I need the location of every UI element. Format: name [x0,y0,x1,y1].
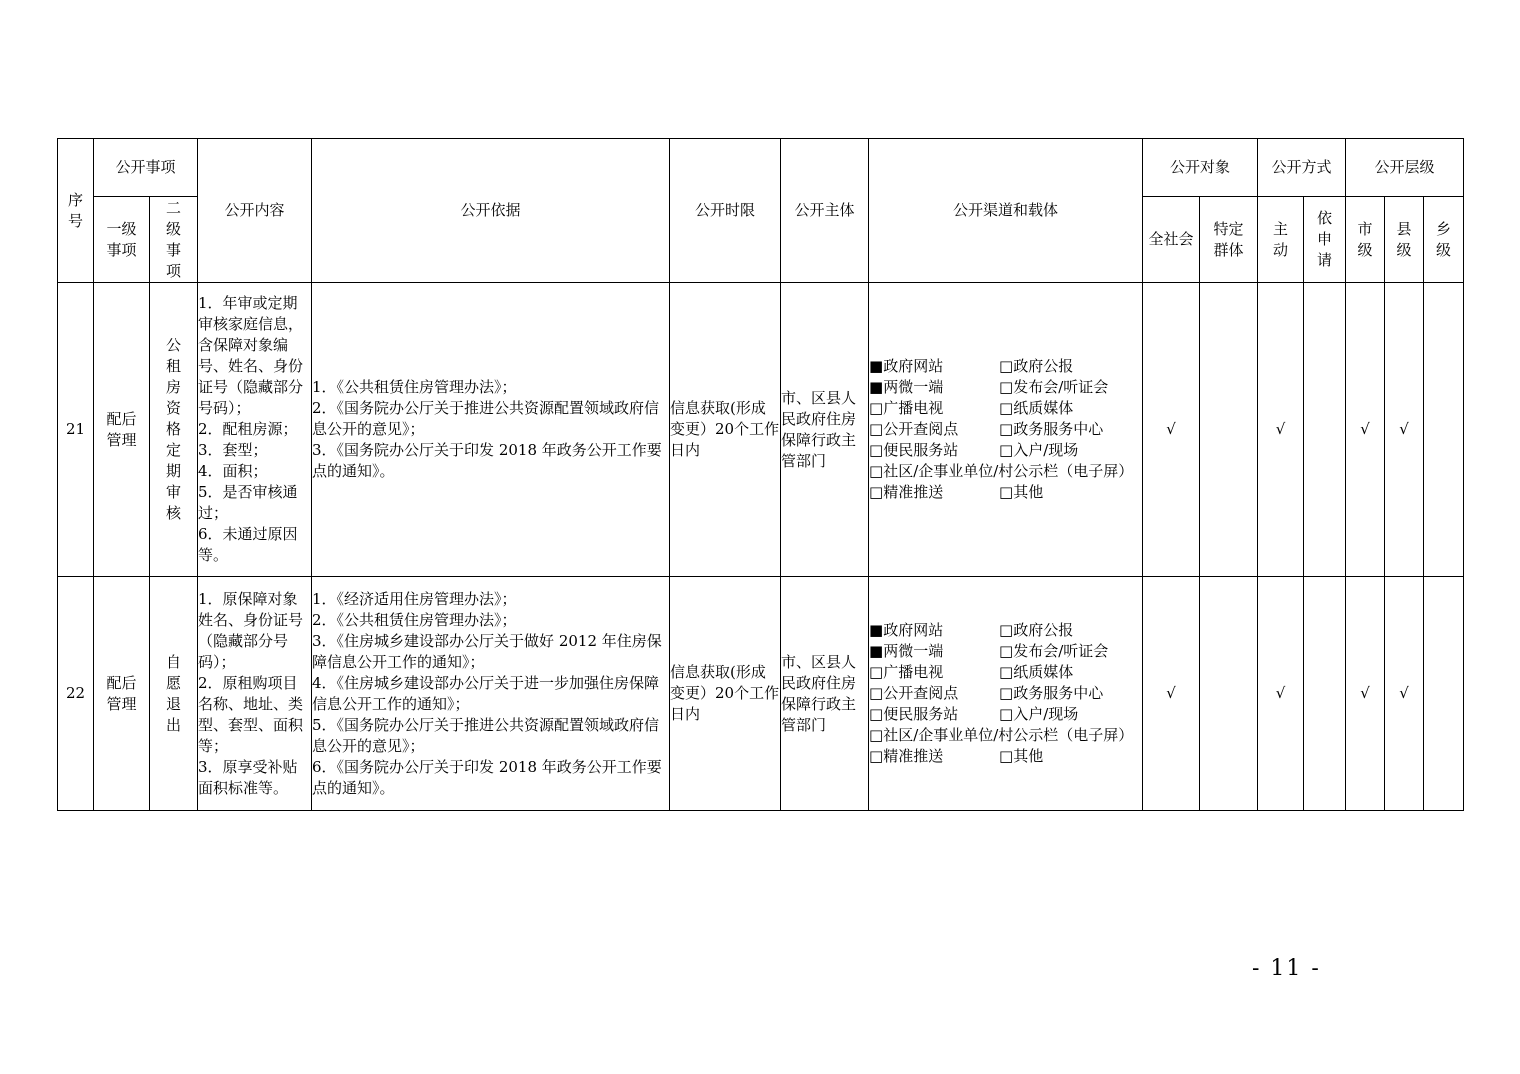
header-level1: 一级事项 [94,197,150,283]
content-line: 5．是否审核通过； [198,483,298,522]
channel-press-hearing: □发布会/听证会 [999,378,1109,396]
basis-line: 3．《国务院办公厅关于印发 2018 年政务公开工作要点的通知》。 [312,441,662,480]
header-seq: 序号 [58,139,94,283]
basis-line: 5．《国务院办公厅关于推进公共资源配置领域政府信息公开的意见》； [312,715,660,755]
channel-other: □其他 [999,483,1044,501]
check-method-request [1304,283,1346,577]
header-level-group: 公开层级 [1346,139,1464,197]
header-method-group: 公开方式 [1258,139,1346,197]
header-level2: 二级事项 [150,197,198,283]
row-deadline: 信息获取(形成变更）20个工作日内 [670,283,781,577]
header-level-county: 县级 [1385,197,1424,283]
content-line: 1．年审或定期审核家庭信息，含保障对象编号、姓名、身份证号（隐藏部分号码）； [198,294,304,417]
disclosure-table [57,138,1464,811]
basis-line: 3．《住房城乡建设部办公厅关于做好 2012 年住房保障信息公开工作的通知》； [312,631,662,671]
table-row [58,283,1464,577]
channel-gov-website: ■政府网站 [869,357,944,375]
row-content [198,283,312,577]
channel-gov-gazette: □政府公报 [999,621,1074,639]
channel-public-reading-point: □公开查阅点 [869,420,959,438]
header-target-specific: 特定群体 [1200,197,1258,283]
header-subject: 公开主体 [781,139,869,283]
channel-wechat-weibo-app: ■两微一端 [869,642,944,660]
header-method-active: 主动 [1258,197,1304,283]
channel-print-media: □纸质媒体 [999,399,1074,417]
basis-line: 1．《公共租赁住房管理办法》； [312,378,517,396]
content-line: 4．面积； [198,462,268,480]
table-row [58,577,1464,811]
channel-service-center: □政务服务中心 [999,420,1104,438]
channel-bulletin-board: □社区/企事业单位/村公示栏（电子屏） [869,462,1134,480]
channel-door-to-door: □入户/现场 [999,441,1079,459]
row-basis [312,577,670,811]
check-method-active: √ [1258,577,1304,811]
row-channels [869,577,1143,811]
channel-door-to-door: □入户/现场 [999,705,1079,723]
row-level1: 配后管理 [94,283,150,577]
channel-service-center: □政务服务中心 [999,684,1104,702]
row-channels [869,283,1143,577]
channel-bulletin-board: □社区/企事业单位/村公示栏（电子屏） [869,726,1134,744]
check-target-specific [1200,577,1258,811]
row-level1: 配后管理 [94,577,150,811]
header-channels: 公开渠道和载体 [869,139,1143,283]
channel-precise-push: □精准推送 [869,747,944,765]
row-level2: 公租房资格定期审核 [150,283,198,577]
check-target-specific [1200,283,1258,577]
basis-line: 1．《经济适用住房管理办法》； [312,589,517,608]
check-level-city: √ [1346,283,1385,577]
check-level-town [1424,283,1464,577]
header-basis: 公开依据 [312,139,670,283]
content-line: 6．未通过原因等。 [198,525,298,564]
basis-line: 6．《国务院办公厅关于印发 2018 年政务公开工作要点的通知》。 [312,757,662,797]
channel-press-hearing: □发布会/听证会 [999,642,1109,660]
header-level-town: 乡级 [1424,197,1464,283]
row-subject: 市、区县人民政府住房保障行政主管部门 [781,283,869,577]
header-deadline: 公开时限 [670,139,781,283]
content-line: 1．原保障对象姓名、身份证号（隐藏部分号码）； [198,589,304,671]
page-number: - 11 - [1252,956,1321,981]
channel-gov-website: ■政府网站 [869,621,944,639]
content-line: 2．配租房源； [198,420,298,438]
check-target-all: √ [1143,283,1200,577]
row-content [198,577,312,811]
check-target-all: √ [1143,577,1200,811]
content-line: 3．原享受补贴面积标准等。 [198,757,298,797]
row-seq: 22 [58,577,94,811]
check-level-town [1424,577,1464,811]
channel-broadcast-tv: □广播电视 [869,399,944,417]
basis-line: 2．《公共租赁住房管理办法》； [312,610,517,629]
channel-gov-gazette: □政府公报 [999,357,1074,375]
header-content: 公开内容 [198,139,312,283]
channel-other: □其他 [999,747,1044,765]
basis-line: 2．《国务院办公厅关于推进公共资源配置领域政府信息公开的意见》； [312,399,660,438]
channel-precise-push: □精准推送 [869,483,944,501]
row-seq: 21 [58,283,94,577]
check-level-city: √ [1346,577,1385,811]
check-level-county: √ [1385,283,1424,577]
header-item-group: 公开事项 [94,139,198,197]
row-basis [312,283,670,577]
channel-convenience-station: □便民服务站 [869,705,959,723]
header-target-group: 公开对象 [1143,139,1258,197]
row-deadline: 信息获取(形成变更）20个工作日内 [670,577,781,811]
channel-convenience-station: □便民服务站 [869,441,959,459]
channel-print-media: □纸质媒体 [999,663,1074,681]
check-level-county: √ [1385,577,1424,811]
check-method-active: √ [1258,283,1304,577]
header-level-city: 市级 [1346,197,1385,283]
header-target-all: 全社会 [1143,197,1200,283]
channel-public-reading-point: □公开查阅点 [869,684,959,702]
check-method-request [1304,577,1346,811]
channel-wechat-weibo-app: ■两微一端 [869,378,944,396]
basis-line: 4．《住房城乡建设部办公厅关于进一步加强住房保障信息公开工作的通知》； [312,673,660,713]
content-line: 3．套型； [198,441,268,459]
channel-broadcast-tv: □广播电视 [869,663,944,681]
header-method-request: 依申请 [1304,197,1346,283]
row-level2: 自愿退出 [150,577,198,811]
content-line: 2．原租购项目名称、地址、类型、套型、面积等； [198,673,304,755]
row-subject: 市、区县人民政府住房保障行政主管部门 [781,577,869,811]
